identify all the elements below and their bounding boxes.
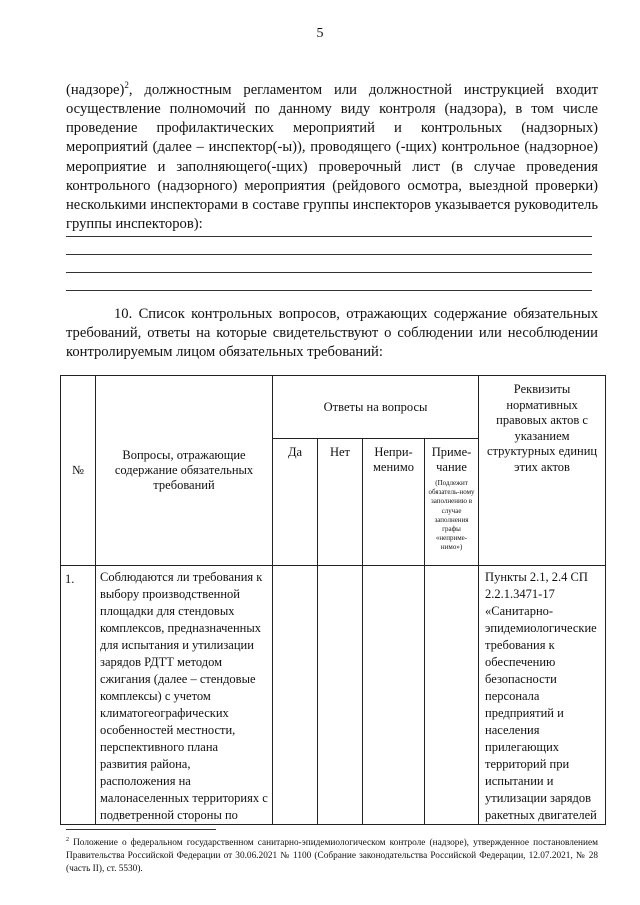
header-note-label: Приме- чание bbox=[431, 445, 472, 474]
header-note bbox=[425, 439, 479, 566]
row-answer-not-applicable[interactable] bbox=[363, 566, 425, 825]
checklist-table bbox=[60, 375, 606, 825]
footnote-text: Положение о федеральном государственном санитарно-эпидемиологическом контроле (надзоре), утвержденное постановлением Правительства Российской Федерации от 30.06.2021 № 1100 (Собрание законодательства Российской Федерации, 12.07.2021, № 28 (часть II), ст. 5530). bbox=[66, 838, 598, 875]
header-note-hint: (Подлежит обязатель-ному заполнению в случае заполнения графы «неприме-нимо») bbox=[428, 479, 475, 552]
header-yes: Да bbox=[273, 439, 318, 566]
fill-in-line bbox=[66, 236, 592, 237]
intro-text-end: , должностным регламентом или должностной инструкцией входит осуществление полномочий по данному виду контроля (надзора), в том числе проведение профилактических мероприятий и контрольных (надзорных) мероприятий (далее – инспектор(-ы)), проводящего (-щих) контрольное (надзорное) мероприятие и заполняющего(-щих) проверочный лист (в случае проведения контрольного (надзорного) мероприятия (рейдового осмотра, выездной проверки) несколькими инспекторами в составе группы инспекторов указывается руководитель группы инспекторов): bbox=[66, 81, 598, 233]
footnote-number: 2 bbox=[66, 837, 69, 843]
row-requisites: Пункты 2.1, 2.4 СП 2.2.1.3471-17 «Санитарно-эпидемиологические требования к обеспечению безопасности персонала предприятий и населения прилегающих территорий при испытании и утилизации зарядов ракетных двигателей bbox=[479, 566, 606, 825]
fill-in-line bbox=[66, 272, 592, 273]
header-no: Нет bbox=[318, 439, 363, 566]
fill-in-line bbox=[66, 254, 592, 255]
row-question: Соблюдаются ли требования к выбору производственной площадки для стендовых комплексов, предназначенных для испытания и утилизации зарядов РДТТ методом сжигания (далее – стендовые комплексы) с учетом климатогеографических особенностей местности, перспективного плана развития района, расположения на малонаселенных территориях с подветренной стороны по bbox=[96, 566, 273, 825]
section-10-heading: 10. Список контрольных вопросов, отражающих содержание обязательных требований, ответы на которые свидетельствуют о соблюдении или несоблюдении контролируемым лицом обязательных требований: bbox=[66, 306, 598, 361]
row-answer-no[interactable] bbox=[318, 566, 363, 825]
intro-text-start: (надзоре) bbox=[66, 81, 125, 98]
footnote bbox=[66, 834, 598, 876]
table-row bbox=[61, 566, 606, 825]
row-answer-yes[interactable] bbox=[273, 566, 318, 825]
header-not-applicable: Непри- менимо bbox=[363, 439, 425, 566]
footnote-reference: 2 bbox=[124, 80, 129, 90]
row-number: 1. bbox=[61, 566, 96, 825]
header-requisites: Реквизиты нормативных правовых актов с указанием структурных единиц этих актов bbox=[479, 376, 606, 566]
header-question: Вопросы, отражающие содержание обязательных требований bbox=[96, 376, 273, 566]
fill-in-line bbox=[66, 290, 592, 291]
header-answers: Ответы на вопросы bbox=[273, 376, 479, 439]
footnote-divider bbox=[66, 829, 216, 830]
header-number: № bbox=[61, 376, 96, 566]
table-header-row bbox=[61, 376, 606, 439]
intro-paragraph bbox=[66, 76, 598, 234]
page-number: 5 bbox=[316, 26, 324, 41]
row-note[interactable] bbox=[425, 566, 479, 825]
